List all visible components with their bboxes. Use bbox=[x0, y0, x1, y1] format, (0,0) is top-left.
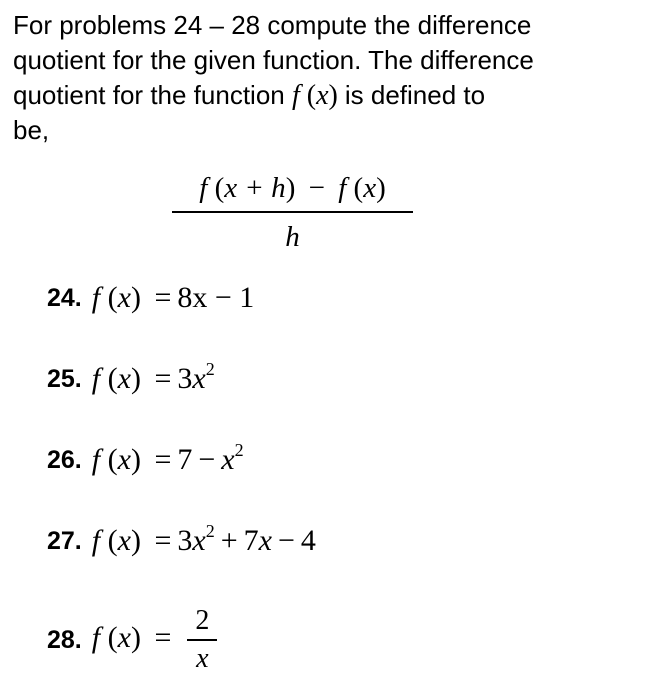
numerator-arg-1: x + h bbox=[224, 172, 286, 204]
instructions-line-2: quotient for the given function. The difference bbox=[13, 45, 534, 75]
instructions-line-4: be, bbox=[13, 115, 50, 145]
formula-numerator: f (x + h) − f (x) bbox=[199, 172, 386, 204]
rhs-fraction-denominator: x bbox=[196, 643, 209, 674]
problem-expression: f $(x) = 3x^2 + 7x - 4$ bbox=[91, 521, 316, 557]
problem-number: 26. bbox=[47, 445, 82, 474]
inline-fn-var: x bbox=[316, 80, 329, 111]
instructions-line-3-post: is defined to bbox=[344, 80, 486, 110]
problem-expression: f $(x) = 3x^2$ bbox=[91, 359, 215, 395]
inline-fn-name: f bbox=[291, 80, 300, 111]
difference-quotient-formula bbox=[170, 172, 415, 254]
problem-26 bbox=[47, 440, 244, 480]
numerator-fn-2: f bbox=[338, 172, 347, 204]
problem-expression: f $(x) = 7 - x^2$ bbox=[91, 440, 244, 476]
problem-instructions bbox=[13, 8, 613, 148]
rhs-fraction-numerator: 2 bbox=[195, 605, 210, 636]
numerator-arg-2: x bbox=[363, 172, 377, 204]
problem-24 bbox=[47, 278, 254, 318]
instructions-line-1: For problems 24 – 28 compute the difference bbox=[13, 10, 532, 40]
problem-number: 27. bbox=[47, 526, 82, 555]
inline-function: f (x) bbox=[291, 80, 345, 111]
instructions-line-3 bbox=[13, 78, 613, 113]
rhs-fraction bbox=[187, 606, 217, 674]
problem-number: 24. bbox=[47, 283, 82, 312]
formula-denominator: h bbox=[285, 221, 300, 253]
instructions-line-3-pre: quotient for the function bbox=[13, 80, 285, 110]
numerator-fn-1: f bbox=[199, 172, 208, 204]
problem-number: 28. bbox=[47, 625, 82, 654]
problem-25 bbox=[47, 359, 215, 399]
problem-27 bbox=[47, 521, 316, 561]
problem-rhs: 8x − 1 bbox=[177, 281, 255, 314]
problem-number: 25. bbox=[47, 364, 82, 393]
problem-expression: f (x) = 8x − 1 bbox=[91, 281, 255, 314]
problem-28 bbox=[47, 600, 217, 680]
problem-expression: f (x) = $\frac{2}{x}$ bbox=[92, 606, 218, 674]
